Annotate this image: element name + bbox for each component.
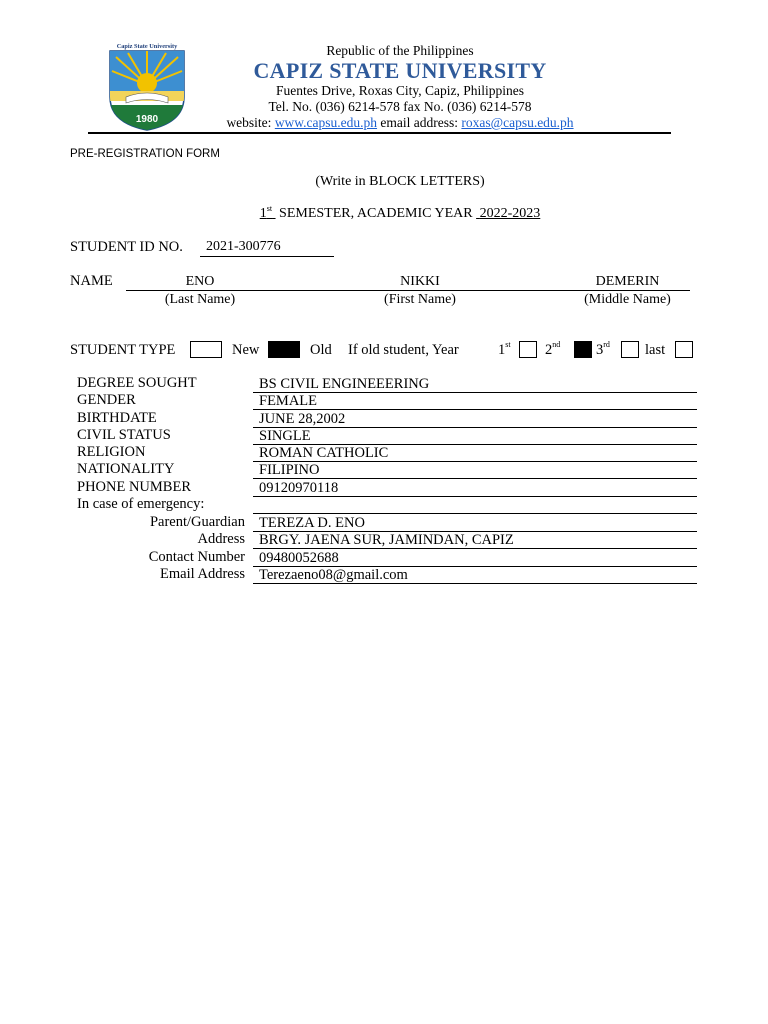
nationality-label: NATIONALITY: [77, 461, 175, 477]
gender-label: GENDER: [77, 392, 136, 408]
year-3rd-label: 3rd: [596, 340, 610, 358]
name-underline: [126, 290, 690, 291]
religion-field[interactable]: ROMAN CATHOLIC: [253, 445, 697, 462]
republic-line: Republic of the Philippines: [326, 43, 474, 58]
semester-line: [0, 206, 768, 222]
year-2nd-checkbox[interactable]: [574, 341, 592, 358]
old-student-label: Old: [310, 342, 332, 358]
year-2nd-label: 2nd: [545, 340, 561, 358]
middle-name-caption: (Middle Name): [584, 292, 671, 307]
email-label: email address:: [380, 115, 459, 130]
student-type-label: STUDENT TYPE: [70, 342, 176, 358]
year-1st-checkbox[interactable]: [519, 341, 537, 358]
guardian-label: Parent/Guardian: [149, 514, 245, 530]
guardian-email-label: Email Address: [160, 566, 245, 582]
last-name-field[interactable]: ENO: [185, 274, 215, 289]
emergency-label: In case of emergency:: [77, 496, 205, 512]
student-id-label: STUDENT ID NO.: [70, 239, 183, 255]
logo-name: Capiz State University: [116, 43, 178, 50]
religion-label: RELIGION: [77, 444, 146, 460]
birthdate-label: BIRTHDATE: [77, 410, 157, 426]
website-line: [180, 115, 620, 131]
gender-field[interactable]: FEMALE: [253, 393, 697, 410]
semester-text: SEMESTER, ACADEMIC YEAR: [279, 206, 473, 221]
year-1st-label: 1st: [498, 340, 511, 358]
year-3rd-checkbox[interactable]: [621, 341, 639, 358]
year-last-label: last: [645, 342, 666, 358]
university-logo: [108, 39, 186, 131]
old-student-checkbox[interactable]: [268, 341, 300, 358]
guardian-address-label: Address: [197, 531, 245, 547]
civil-status-field[interactable]: SINGLE: [253, 428, 697, 445]
new-student-checkbox[interactable]: [190, 341, 222, 358]
student-id-field[interactable]: 2021-300776: [200, 239, 334, 257]
contact-number-field[interactable]: 09480052688: [253, 550, 697, 567]
last-name-caption: (Last Name): [164, 292, 236, 307]
new-student-label: New: [232, 342, 260, 358]
email-link[interactable]: roxas@capsu.edu.ph: [461, 115, 574, 130]
logo-year: 1980: [135, 114, 159, 125]
nationality-field[interactable]: FILIPINO: [253, 462, 697, 479]
civil-status-label: CIVIL STATUS: [77, 427, 171, 443]
website-label: website:: [226, 115, 272, 130]
academic-year: 2022-2023: [479, 206, 541, 221]
semester-number: 1st: [259, 204, 273, 221]
university-name: CAPIZ STATE UNIVERSITY: [253, 58, 547, 83]
website-link[interactable]: www.capsu.edu.ph: [274, 115, 378, 130]
university-phone: Tel. No. (036) 6214-578 fax No. (036) 6214-578: [268, 99, 532, 114]
emergency-blank-line: [253, 497, 697, 514]
year-last-checkbox[interactable]: [675, 341, 693, 358]
form-title: PRE-REGISTRATION FORM: [70, 148, 220, 160]
degree-label: DEGREE SOUGHT: [77, 375, 197, 391]
instruction: (Write in BLOCK LETTERS): [315, 174, 485, 189]
degree-field[interactable]: BS CIVIL ENGINEEERING: [253, 376, 697, 393]
birthdate-field[interactable]: JUNE 28,2002: [253, 411, 697, 428]
year-level-label: If old student, Year: [348, 342, 459, 358]
guardian-field[interactable]: TEREZA D. ENO: [253, 515, 697, 532]
guardian-address-field[interactable]: BRGY. JAENA SUR, JAMINDAN, CAPIZ: [253, 532, 697, 549]
university-address: Fuentes Drive, Roxas City, Capiz, Philippines: [275, 83, 525, 98]
middle-name-field[interactable]: DEMERIN: [595, 274, 660, 289]
first-name-field[interactable]: NIKKI: [400, 274, 440, 289]
name-label: NAME: [70, 273, 113, 289]
contact-number-label: Contact Number: [148, 549, 245, 565]
guardian-email-field[interactable]: Terezaeno08@gmail.com: [253, 567, 697, 584]
phone-field[interactable]: 09120970118: [253, 480, 697, 497]
phone-label: PHONE NUMBER: [77, 479, 191, 495]
first-name-caption: (First Name): [384, 292, 456, 307]
header-divider: [88, 132, 671, 134]
